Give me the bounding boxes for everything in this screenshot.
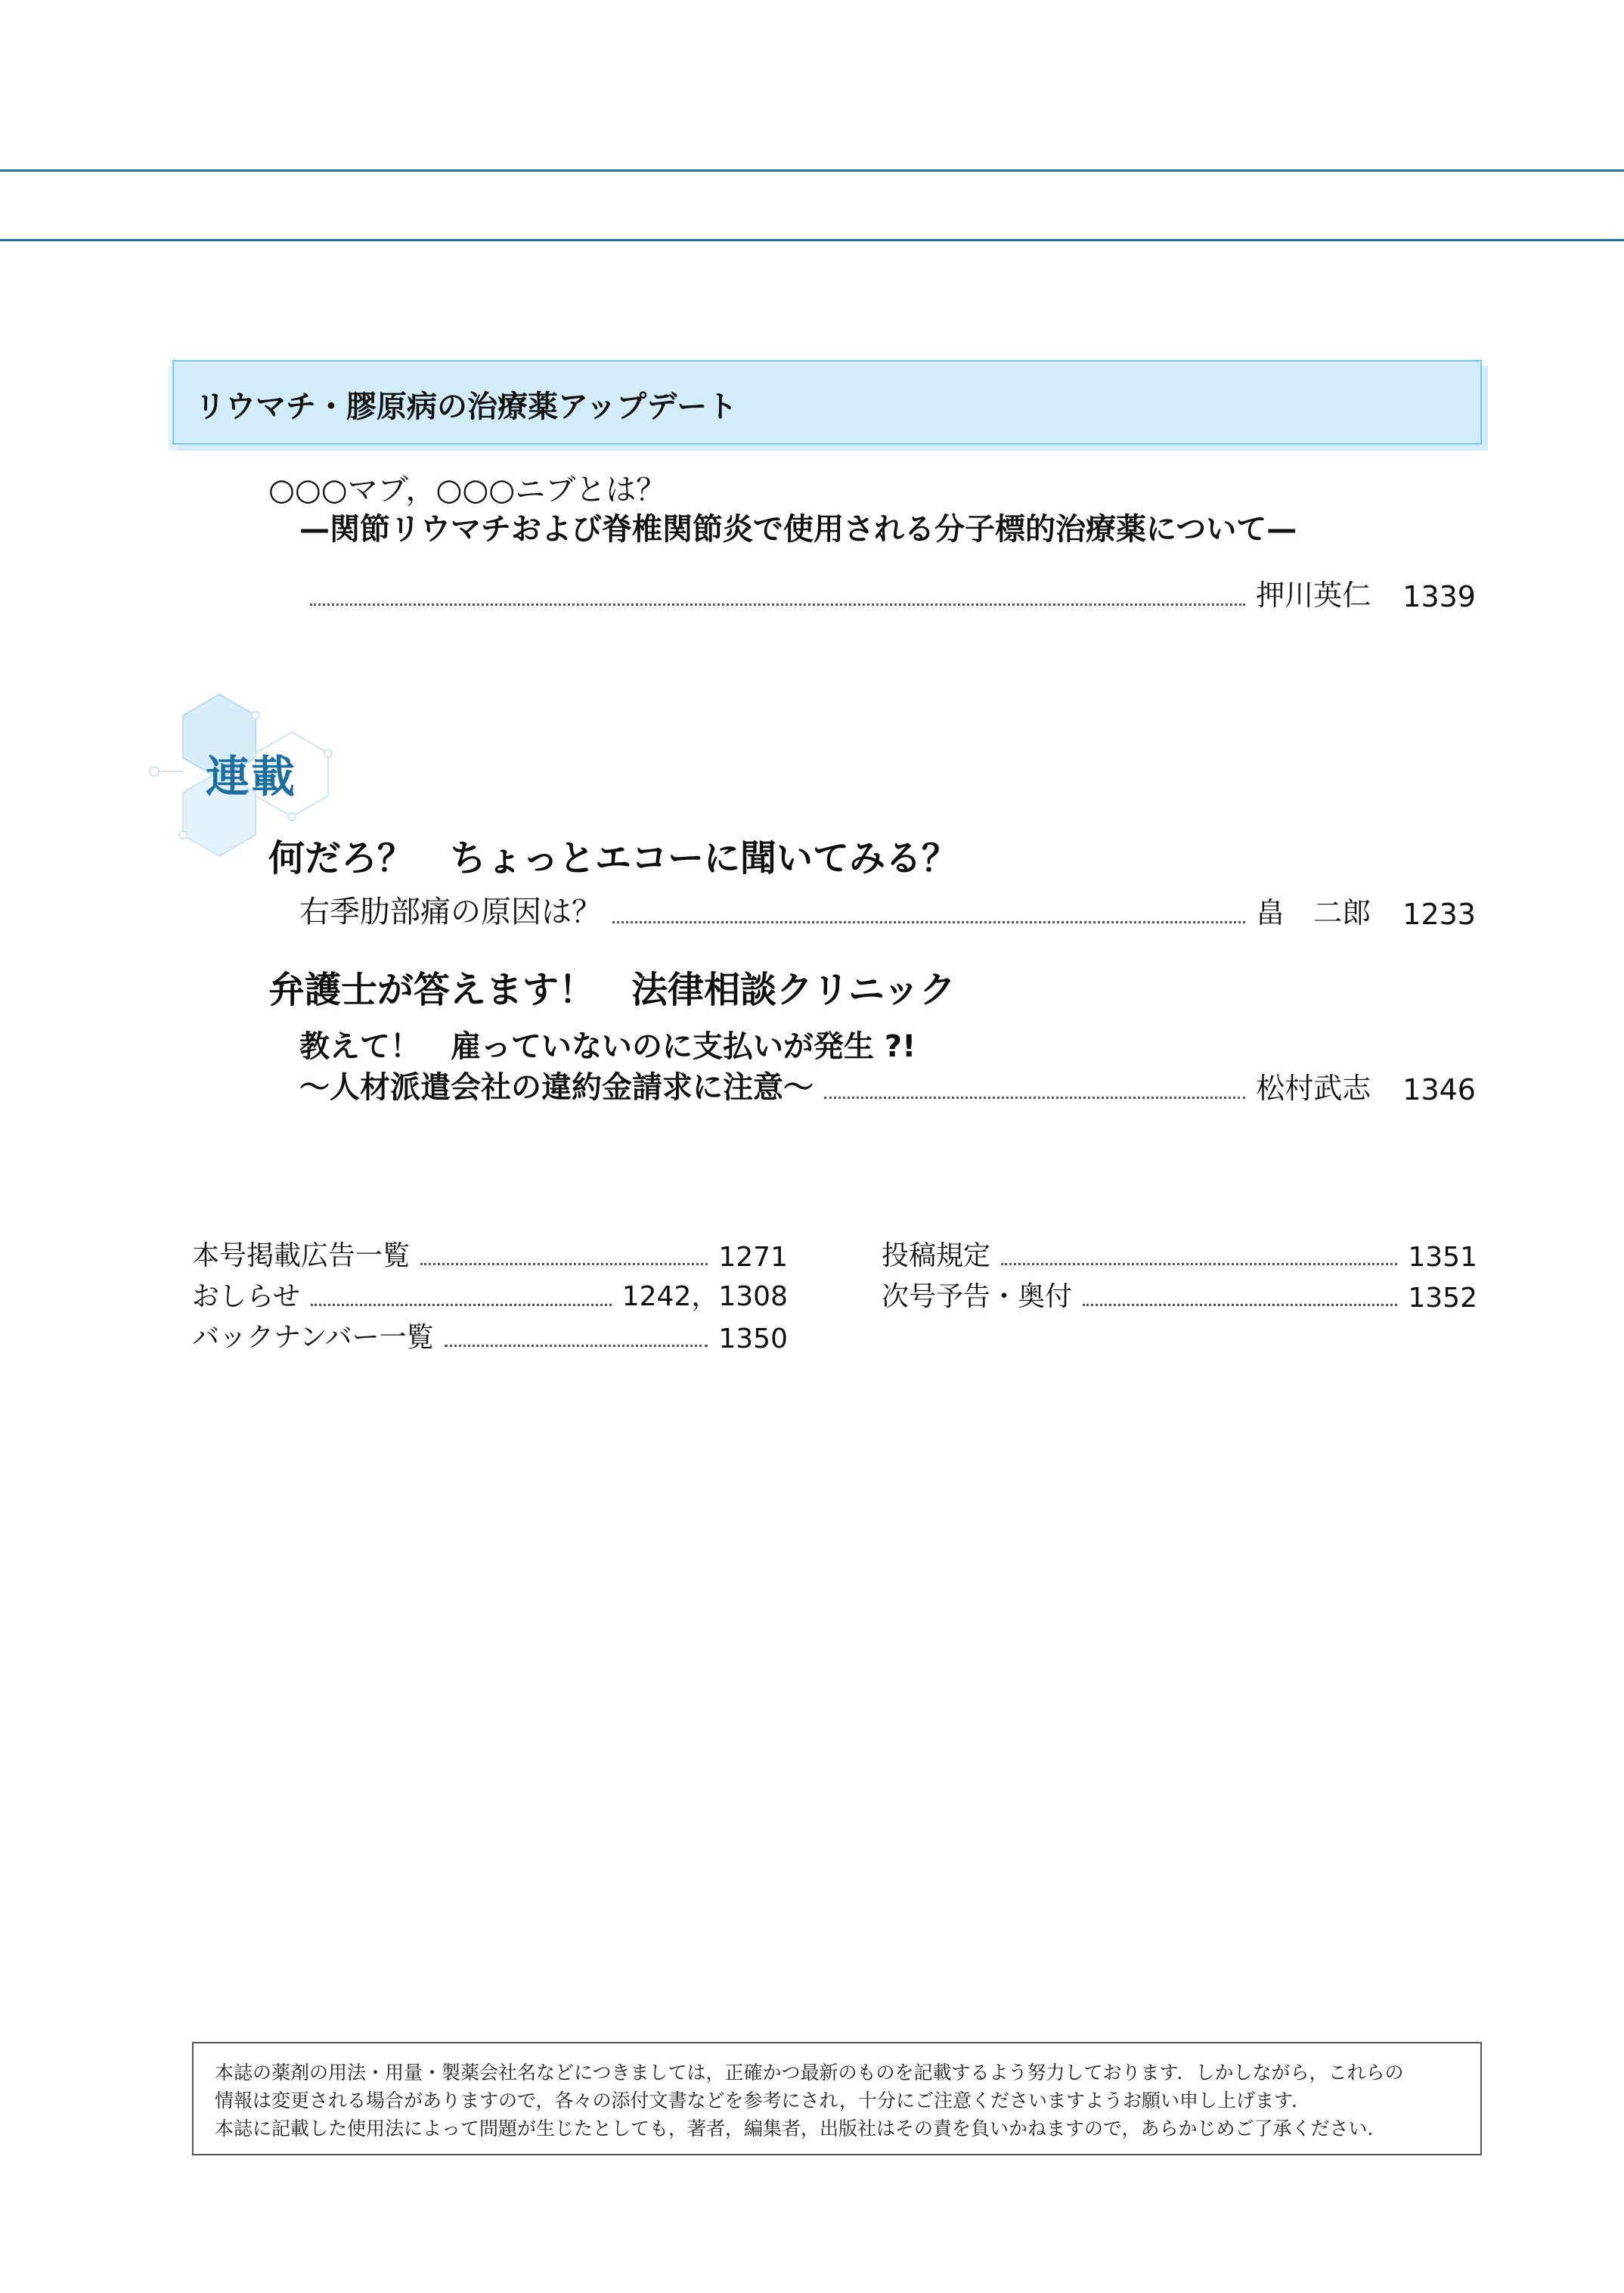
- leader-dots: [1083, 1304, 1397, 1306]
- misc-label: 本号掲載広告一覧: [192, 1240, 411, 1271]
- misc-right-item[interactable]: [882, 1275, 1477, 1314]
- serial-2-title-line1[interactable]: 教えて！ 雇っていないのに支払いが発生 ?!: [299, 1029, 916, 1064]
- misc-left-item[interactable]: [192, 1234, 788, 1273]
- top-rule-2: [0, 239, 1624, 241]
- misc-label: 次号予告・奥付: [882, 1281, 1073, 1312]
- notice-line-3: 本誌に記載した使用法によって問題が生じたとしても，著者，編集者，出版社はその責を負いかねますので，あらかじめご了承ください．: [215, 2118, 1387, 2139]
- serial-1-title[interactable]: 右季肋部痛の原因は？: [299, 895, 602, 929]
- leader-dots: [445, 1345, 708, 1347]
- leader-dots: [612, 921, 1245, 923]
- misc-page: 1351: [1408, 1242, 1477, 1273]
- feature-page[interactable]: 1339: [1402, 580, 1476, 613]
- misc-left-item[interactable]: [192, 1275, 788, 1314]
- serial-2-page[interactable]: 1346: [1402, 1073, 1476, 1106]
- section-title-bar: [172, 360, 1482, 445]
- misc-left-item[interactable]: [192, 1316, 788, 1354]
- section-title: リウマチ・膠原病の治療薬アップデート: [195, 389, 738, 424]
- misc-right-item[interactable]: [882, 1234, 1477, 1273]
- notice-box: [192, 2042, 1482, 2155]
- serial-2-entry: [299, 1063, 1476, 1106]
- misc-page: 1242，1308: [621, 1281, 788, 1312]
- misc-label: 投稿規定: [882, 1240, 991, 1271]
- leader-dots: [1001, 1263, 1397, 1265]
- leader-dots: [311, 1304, 612, 1306]
- serial-heading: 連載: [206, 751, 297, 802]
- leader-dots: [824, 1097, 1245, 1099]
- serial-1-series[interactable]: 何だろ？ ちょっとエコーに聞いてみる？: [268, 837, 959, 880]
- misc-page: 1350: [718, 1323, 788, 1354]
- top-rule-1: [0, 169, 1624, 172]
- misc-page: 1352: [1408, 1283, 1477, 1314]
- serial-2-title-line2[interactable]: ～人材派遣会社の違約金請求に注意～: [299, 1070, 814, 1105]
- serial-2-series[interactable]: 弁護士が答えます！ 法律相談クリニック: [268, 969, 956, 1011]
- misc-label: バックナンバー一覧: [192, 1322, 434, 1353]
- misc-page: 1271: [718, 1242, 788, 1273]
- misc-label: おしらせ: [192, 1281, 300, 1312]
- serial-2-author: 松村武志: [1256, 1072, 1371, 1105]
- feature-entry-line: [299, 572, 1476, 613]
- serial-1-author: 畠 二郎: [1256, 896, 1371, 929]
- leader-dots: [310, 604, 1245, 606]
- notice-line-1: 本誌の薬剤の用法・用量・製薬会社名などにつきましては，正確かつ最新のものを記載するよう努力しております．しかしながら，これらの: [215, 2062, 1404, 2084]
- leader-dots: [420, 1263, 708, 1265]
- notice-line-2: 情報は変更される場合がありますので，各々の添付文書などを参考にされ，十分にご注意くださいますようお願い申し上げます．: [215, 2090, 1311, 2111]
- serial-1-page[interactable]: 1233: [1402, 898, 1476, 931]
- feature-title-line2[interactable]: —関節リウマチおよび脊椎関節炎で使用される分子標的治療薬について—: [299, 512, 1297, 547]
- feature-title-line1[interactable]: ○○○マブ，○○○ニブとは？: [268, 473, 667, 507]
- serial-1-entry: [299, 888, 1476, 931]
- feature-author: 押川英仁: [1256, 579, 1371, 612]
